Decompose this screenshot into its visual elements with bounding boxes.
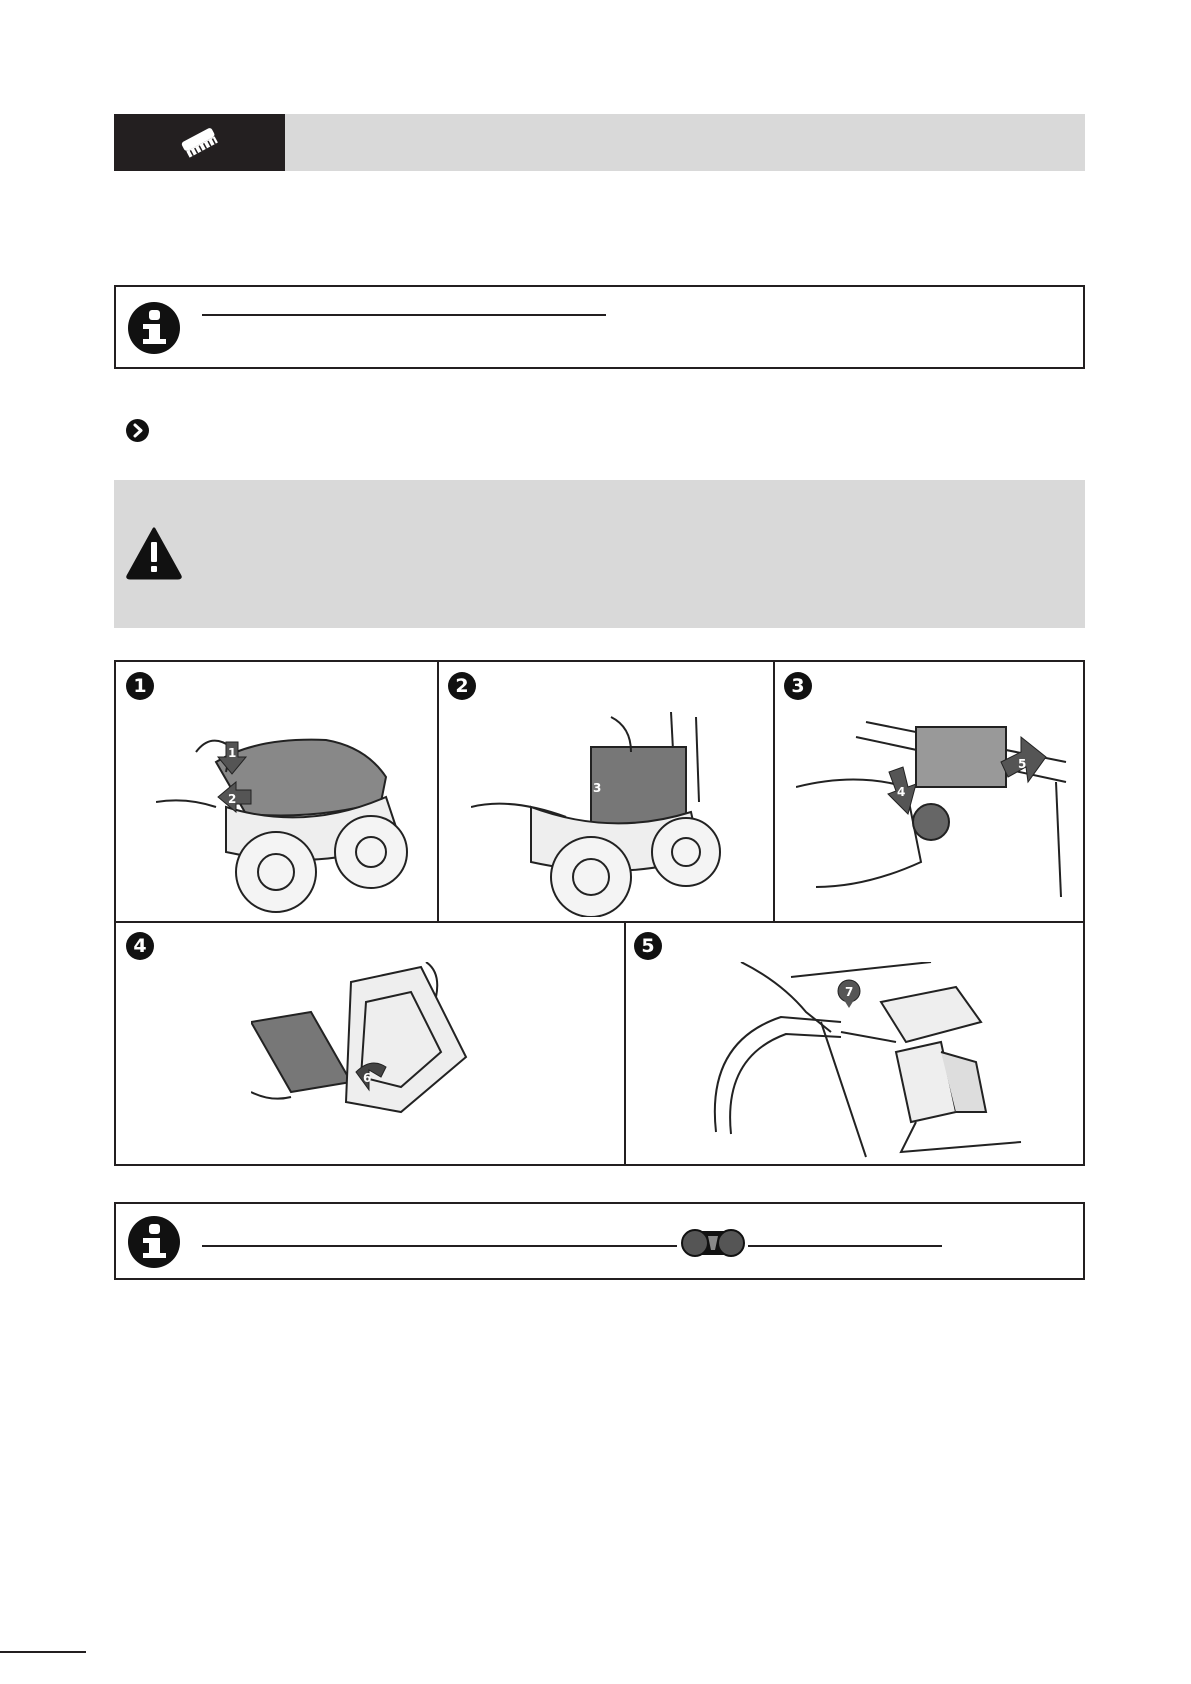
section-header-icon-block — [114, 114, 285, 171]
cleaning-steps-grid — [114, 660, 1085, 1166]
info-icon — [128, 302, 180, 354]
robot-top-icon — [681, 1226, 745, 1260]
info-note-box — [114, 285, 1085, 369]
step-2-illustration — [471, 712, 761, 917]
callout-number: 5 — [1018, 757, 1027, 771]
info-note-box — [114, 1202, 1085, 1280]
chevron-right-icon — [126, 419, 149, 442]
warning-triangle-icon — [125, 526, 183, 580]
text-redaction-line — [748, 1245, 942, 1247]
step-number-badge: 3 — [784, 672, 812, 700]
info-icon — [128, 1216, 180, 1268]
step-number-badge: 2 — [448, 672, 476, 700]
callout-number: 1 — [228, 746, 237, 760]
callout-number: 6 — [363, 1071, 372, 1085]
step-number-badge: 4 — [126, 932, 154, 960]
step-number-badge: 1 — [126, 672, 154, 700]
footer-rule — [0, 1651, 86, 1653]
callout-number: 3 — [593, 781, 602, 795]
warning-box — [114, 480, 1085, 628]
step-number-badge: 5 — [634, 932, 662, 960]
step-5-illustration — [701, 962, 1071, 1162]
brush-icon — [114, 114, 285, 171]
text-redaction-line — [202, 1245, 677, 1247]
step-4-illustration — [251, 962, 501, 1162]
callout-number: 4 — [897, 785, 906, 799]
callout-number: 7 — [845, 985, 854, 999]
callout-number: 2 — [228, 792, 237, 806]
step-3-illustration — [796, 712, 1076, 917]
step-1-illustration — [156, 702, 426, 917]
section-header-title-bar — [285, 114, 1085, 171]
text-redaction-line — [202, 314, 606, 316]
